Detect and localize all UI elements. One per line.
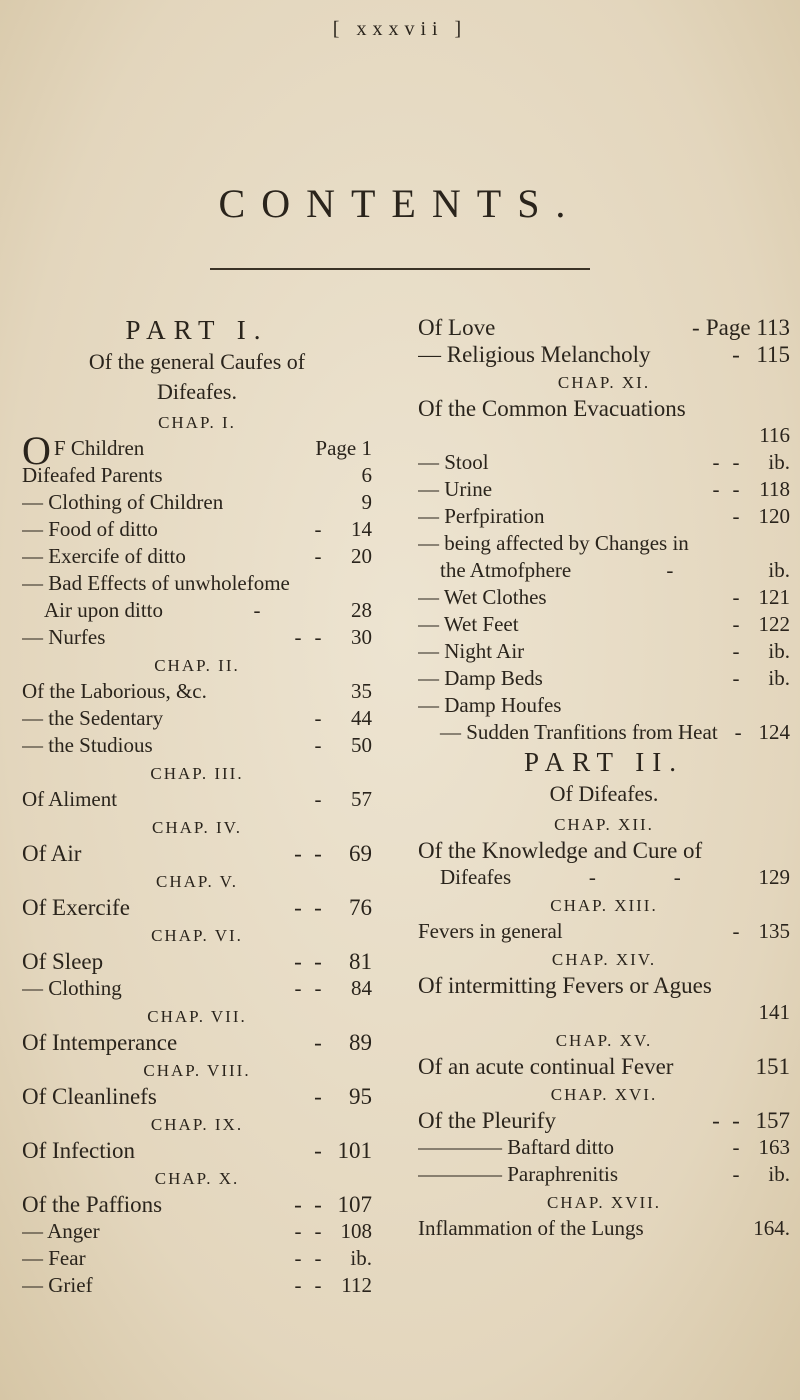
toc-entry: [22, 949, 372, 976]
toc-dash: -: [314, 895, 322, 920]
toc-entry-title: Of Love: [418, 315, 496, 340]
chapter-heading: CHAP. XIV.: [551, 950, 657, 969]
toc-entry: [22, 1084, 372, 1111]
chapter-heading: CHAP. XVI.: [550, 1085, 658, 1104]
toc-entry-title: Of Sleep: [22, 949, 104, 974]
toc-entry: [22, 1030, 372, 1057]
toc-page: 107: [337, 1192, 372, 1217]
chapter-heading: CHAP. XVII.: [546, 1193, 662, 1212]
toc-entry: [418, 612, 790, 639]
toc-dash: -: [734, 720, 742, 744]
toc-entry-title: — Bad Effects of unwholefome: [22, 571, 290, 595]
toc-entry: [418, 1108, 790, 1135]
page-title: CONTENTS.: [218, 181, 582, 226]
toc-page: 81: [349, 949, 372, 974]
toc-entry-continued: [418, 865, 790, 892]
toc-dash: -: [314, 787, 322, 811]
toc-dash: -: [732, 612, 740, 636]
toc-entry-title: — Anger: [22, 1219, 100, 1243]
toc-entry-title: — Clothing: [22, 976, 122, 1000]
toc-entry: [22, 1246, 372, 1273]
toc-entry: [418, 973, 790, 1000]
toc-page: 141: [758, 1000, 790, 1024]
part-title: Of the general Caufes of: [88, 349, 306, 374]
toc-dash: -: [732, 477, 740, 501]
toc-dash: -: [314, 544, 322, 568]
toc-page: 50: [351, 733, 372, 757]
toc-entry-continued: [418, 558, 790, 585]
toc-dash: -: [732, 585, 740, 609]
part-title: Of Difeafes.: [549, 781, 659, 806]
toc-dash: -: [712, 477, 720, 501]
toc-entry-title: the Atmofphere: [440, 558, 572, 582]
toc-entry: [22, 625, 372, 652]
toc-entry-title: — Sudden Tranfitions from Heat: [440, 720, 718, 744]
toc-entry: [418, 666, 790, 693]
toc-entry-title: Of the Knowledge and Cure of: [418, 838, 703, 863]
toc-page: 6: [361, 463, 372, 487]
toc-dash: -: [314, 1084, 322, 1109]
toc-page: 101: [337, 1138, 372, 1163]
toc-entry-title: — Clothing of Children: [22, 490, 224, 514]
toc-entry-title: Fevers in general: [418, 919, 563, 943]
toc-page: 122: [758, 612, 790, 636]
toc-dash: -: [732, 919, 740, 943]
toc-entry-title: — Urine: [418, 477, 493, 501]
part-heading: PART II.: [524, 747, 684, 777]
toc-dash: -: [712, 450, 720, 474]
page-signature: [ xxxvii ]: [332, 18, 468, 40]
part-heading: PART I.: [125, 315, 269, 345]
toc-dash: -: [314, 1219, 322, 1243]
toc-entry-title: — Grief: [22, 1273, 93, 1297]
toc-page: 108: [340, 1219, 372, 1243]
toc-entry: [22, 1138, 372, 1165]
chapter-heading: CHAP. I.: [158, 413, 236, 432]
toc-entry-title: Of Air: [22, 841, 82, 866]
toc-entry-title: ———— Paraphrenitis: [418, 1162, 619, 1186]
toc-page: 84: [351, 976, 372, 1000]
toc-entry-title: — being affected by Changes in: [418, 531, 689, 555]
toc-page: Page 113: [705, 315, 790, 340]
toc-page: 69: [349, 841, 372, 866]
toc-entry-title: Of Cleanlinefs: [22, 1084, 157, 1109]
toc-entry: [418, 919, 790, 946]
toc-entry-title: — Wet Feet: [418, 612, 519, 636]
toc-entry-continued: [418, 423, 790, 450]
toc-page: 120: [758, 504, 790, 528]
toc-dash: -: [314, 706, 322, 730]
toc-dash: -: [666, 558, 674, 582]
toc-entry-title: — Nurfes: [22, 625, 106, 649]
toc-entry: [418, 315, 790, 342]
toc-page: 112: [341, 1273, 372, 1297]
toc-entry: [418, 1216, 790, 1243]
toc-entry-title: Of intermitting Fevers or Agues: [418, 973, 712, 998]
toc-entry-title: — Food of ditto: [22, 517, 158, 541]
toc-entry: [22, 1273, 372, 1300]
toc-entry-title: Air upon ditto: [44, 598, 163, 622]
toc-page: ib.: [350, 1246, 372, 1270]
toc-page: 116: [759, 423, 790, 447]
toc-page: 135: [758, 919, 790, 943]
toc-entry-title: F Children: [53, 436, 145, 460]
toc-entry-title: Of Exercife: [22, 895, 130, 920]
toc-entry-continued: [418, 720, 790, 747]
toc-dash: -: [294, 1219, 302, 1243]
toc-dash: -: [588, 865, 596, 889]
toc-page: 115: [756, 342, 790, 367]
right-column: [418, 315, 790, 1243]
toc-page: ib.: [768, 558, 790, 582]
toc-entry: [22, 976, 372, 1003]
toc-dash: -: [314, 949, 322, 974]
toc-entry-continued: [22, 598, 372, 625]
toc-entry-title: — Religious Melancholy: [418, 342, 651, 367]
toc-entry-title: Of the Laborious, &c.: [22, 679, 207, 703]
toc-entry: [22, 571, 372, 598]
toc-entry-title: Inflammation of the Lungs: [418, 1216, 644, 1240]
toc-entry: [22, 841, 372, 868]
toc-entry: [22, 544, 372, 571]
toc-page: ib.: [768, 450, 790, 474]
toc-page: 164.: [753, 1216, 790, 1240]
toc-dash: -: [732, 666, 740, 690]
toc-page: 20: [351, 544, 372, 568]
toc-dash: -: [314, 976, 322, 1000]
toc-dash: -: [732, 639, 740, 663]
toc-entry-title: — Damp Houfes: [418, 693, 562, 717]
toc-entry: [418, 838, 790, 865]
toc-page: 14: [351, 517, 372, 541]
toc-entry: [418, 1162, 790, 1189]
toc-entry: [418, 450, 790, 477]
toc-dash: -: [314, 1273, 322, 1297]
chapter-heading: CHAP. VIII.: [143, 1061, 251, 1080]
toc-page: 163: [758, 1135, 790, 1159]
toc-dash: -: [294, 976, 302, 1000]
toc-entry: [22, 787, 372, 814]
toc-dash: -: [314, 733, 322, 757]
toc-entry-title: Of Aliment: [22, 787, 118, 811]
chapter-heading: CHAP. II.: [154, 656, 240, 675]
toc-dash: -: [732, 1108, 740, 1133]
toc-page: 157: [755, 1108, 790, 1133]
toc-dash: -: [314, 517, 322, 541]
toc-page: 118: [759, 477, 790, 501]
chapter-heading: CHAP. XV.: [555, 1031, 653, 1050]
chapter-heading: CHAP. XI.: [557, 373, 651, 392]
toc-entry: [418, 342, 790, 369]
toc-dash: -: [314, 1192, 322, 1217]
toc-dash: -: [314, 841, 322, 866]
toc-entry: [22, 436, 372, 466]
toc-page: 57: [351, 787, 372, 811]
toc-dash: -: [732, 342, 740, 367]
toc-dash: -: [692, 315, 700, 340]
toc-dash: -: [253, 598, 261, 622]
chapter-heading: CHAP. III.: [150, 764, 244, 783]
toc-dash: -: [294, 1192, 302, 1217]
toc-entry-title: — the Sedentary: [22, 706, 164, 730]
toc-entry: [22, 1192, 372, 1219]
toc-entry-title: — Damp Beds: [418, 666, 543, 690]
toc-dash: -: [712, 1108, 720, 1133]
toc-dash: -: [294, 625, 302, 649]
toc-entry: [22, 679, 372, 706]
toc-page: 76: [349, 895, 372, 920]
toc-page: 30: [351, 625, 372, 649]
toc-page: ib.: [768, 1162, 790, 1186]
toc-entry-title: Of the Paffions: [22, 1192, 163, 1217]
toc-dash: -: [673, 865, 681, 889]
toc-dash: -: [294, 895, 302, 920]
toc-entry-title: — Fear: [22, 1246, 86, 1270]
toc-entry: [418, 1135, 790, 1162]
toc-entry-title: Of the Common Evacuations: [418, 396, 686, 421]
toc-entry: [22, 733, 372, 760]
toc-page: 121: [758, 585, 790, 609]
toc-entry: [418, 639, 790, 666]
toc-dash: -: [732, 1135, 740, 1159]
toc-entry-title: — Night Air: [418, 639, 525, 663]
toc-page: 9: [361, 490, 372, 514]
toc-page: ib.: [768, 639, 790, 663]
chapter-heading: CHAP. X.: [154, 1169, 240, 1188]
chapter-heading: CHAP. VI.: [151, 926, 243, 945]
left-column: [22, 315, 372, 1300]
toc-entry-title: — Perfpiration: [418, 504, 545, 528]
toc-page: ib.: [768, 666, 790, 690]
toc-entry: [22, 517, 372, 544]
chapter-heading: CHAP. VII.: [147, 1007, 247, 1026]
toc-entry-title: — Wet Clothes: [418, 585, 547, 609]
toc-entry-title: Of an acute continual Fever: [418, 1054, 674, 1079]
toc-dash: -: [732, 450, 740, 474]
toc-dash: -: [732, 504, 740, 528]
title-rule: [210, 268, 590, 270]
toc-page: Page 1: [315, 436, 372, 460]
toc-entry-title: — Exercife of ditto: [22, 544, 186, 568]
toc-entry-title: Of Intemperance: [22, 1030, 178, 1055]
toc-entry: [22, 706, 372, 733]
toc-page: 28: [351, 598, 372, 622]
toc-page: 129: [758, 865, 790, 889]
toc-entry: [22, 463, 372, 490]
toc-entry: [418, 396, 790, 423]
part-title-continued: Difeafes.: [156, 379, 237, 404]
toc-entry: [418, 531, 790, 558]
toc-entry: [22, 1219, 372, 1246]
toc-dash: -: [294, 1246, 302, 1270]
toc-page: 95: [349, 1084, 372, 1109]
toc-page: 151: [755, 1054, 790, 1079]
toc-page: 35: [351, 679, 372, 703]
chapter-heading: CHAP. V.: [156, 872, 238, 891]
toc-entry-title: Of the Pleurify: [418, 1108, 556, 1133]
toc-page: 124: [758, 720, 790, 744]
toc-entry-title: Of Infection: [22, 1138, 136, 1163]
toc-entry: [418, 504, 790, 531]
toc-entry: [418, 585, 790, 612]
toc-entry-title: — Stool: [418, 450, 489, 474]
toc-entry: [418, 693, 790, 720]
toc-dash: -: [732, 1162, 740, 1186]
toc-entry-title: Difeafes: [440, 865, 512, 889]
toc-page: 89: [349, 1030, 372, 1055]
toc-entry-title: Difeafed Parents: [22, 463, 163, 487]
toc-entry: [22, 895, 372, 922]
toc-dash: -: [294, 841, 302, 866]
toc-entry: [418, 477, 790, 504]
toc-dash: -: [294, 949, 302, 974]
chapter-heading: CHAP. XII.: [554, 815, 654, 834]
toc-page: 44: [351, 706, 372, 730]
toc-entry-continued: [418, 1000, 790, 1027]
chapter-heading: CHAP. XIII.: [550, 896, 658, 915]
toc-entry: [22, 490, 372, 517]
toc-entry-title: ———— Baftard ditto: [418, 1135, 614, 1159]
drop-cap: O: [22, 436, 51, 466]
toc-dash: -: [314, 1030, 322, 1055]
toc-entry: [418, 1054, 790, 1081]
chapter-heading: CHAP. IX.: [150, 1115, 244, 1134]
toc-entry-title: — the Studious: [22, 733, 153, 757]
chapter-heading: CHAP. IV.: [152, 818, 242, 837]
toc-dash: -: [314, 1246, 322, 1270]
toc-dash: -: [294, 1273, 302, 1297]
toc-dash: -: [314, 1138, 322, 1163]
toc-dash: -: [314, 625, 322, 649]
